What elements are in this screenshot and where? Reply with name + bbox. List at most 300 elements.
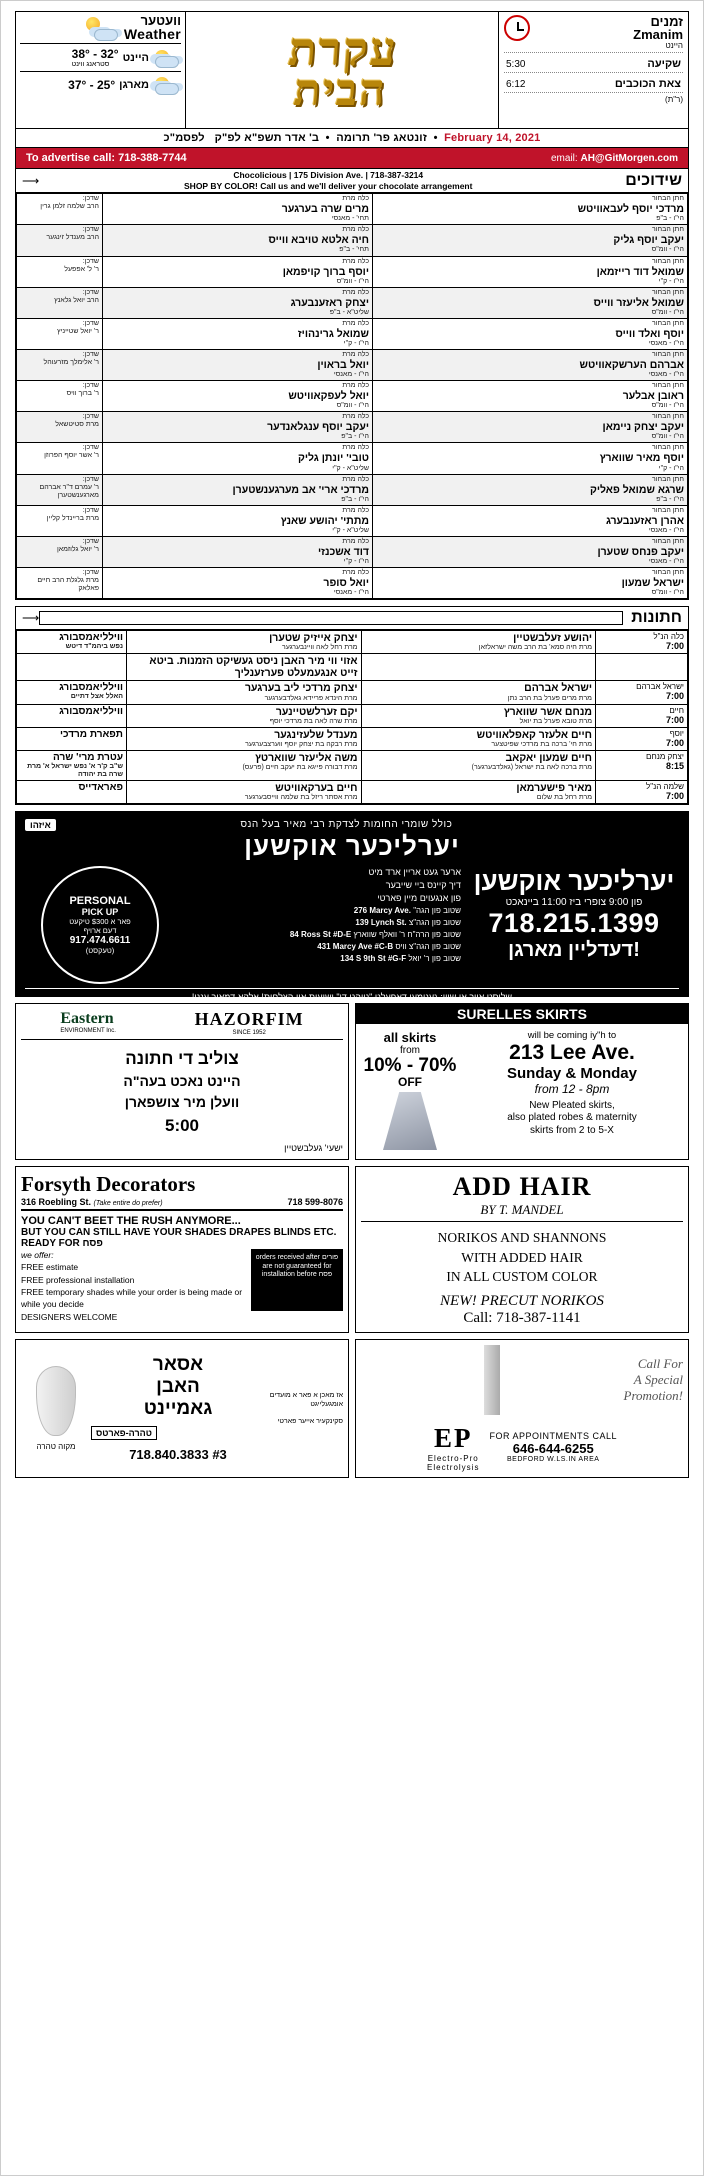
kallah-detail: הי"ו - וומ"ס [336, 402, 369, 410]
eastern-heb-line3: וועלן מיר צושפארן [124, 1094, 240, 1111]
auction-mid-line3: פון אנגעוים מיין פארטי [377, 893, 461, 904]
forsyth-offer-1: FREE estimate [21, 1262, 79, 1273]
auction-address-row [183, 905, 461, 917]
hall-name: ווילליאמסבורג [59, 705, 123, 717]
kallah-label: כלה מרת [342, 537, 369, 545]
chosson-detail: הי"ו - וומ"ס [651, 402, 684, 410]
addhair-title: ADD HAIR [452, 1171, 592, 1201]
kallah-name: יואל לעפקאוויטש [288, 390, 369, 403]
chasuna-kallah-detail: מרת חי' ברכה בת מרדכי שפיטצער [491, 740, 592, 748]
shiduchim-table [16, 193, 688, 599]
chasuna-row [17, 704, 688, 727]
chasuna-time: 8:15 [665, 760, 684, 771]
surelles-coming: will be coming iy"h to [527, 1029, 617, 1041]
auction-address-street: 139 Lynch St. [355, 918, 407, 928]
chasuna-time-cell [596, 704, 688, 727]
chasuna-chosson-cell [127, 750, 362, 780]
shadchan-label: שדכן: [82, 413, 99, 421]
surelles-discount: 10% - 70% [363, 1054, 457, 1076]
advertise-email-label: email: [551, 152, 578, 164]
shadchan-cell [17, 287, 103, 318]
shadchan-name: מרת בריינדל קליין [46, 514, 99, 522]
electro-name-1: Electro-Pro [427, 1453, 479, 1463]
zmanim-today-label: היינט [665, 41, 683, 50]
chasuna-time: 7:00 [665, 737, 684, 748]
weather-title-english: Weather [123, 26, 181, 42]
chasuna-row [17, 750, 688, 780]
forsyth-headline: YOU CAN'T BEET THE RUSH ANYMORE... [21, 1214, 241, 1227]
advertise-bar [15, 148, 689, 169]
chosson-name: ישראל שמעון [621, 577, 684, 590]
pickup-phone[interactable]: 917.474.6611 [69, 934, 131, 946]
chasuna-kallah-name: מאיר פישערמאן [516, 781, 592, 794]
electro-appt-label: FOR APPOINTMENTS CALL [489, 1431, 617, 1442]
forsyth-phone[interactable]: 718 599-8076 [287, 1196, 343, 1207]
kallah-cell [103, 381, 373, 412]
ad-grid-row-2 [15, 1166, 689, 1333]
auction-address-street: 134 S 9th St #G-F [340, 954, 407, 964]
shadchan-label: שדכן: [82, 257, 99, 265]
chasuna-time-label: ישראל אברהם [636, 682, 684, 692]
surelles-note2: also plated robes & maternity [507, 1112, 637, 1124]
shadchan-label: שדכן: [82, 195, 99, 203]
chasuna-time-cell [596, 654, 688, 681]
shadchan-cell [17, 256, 103, 287]
addhair-line1: NORIKOS AND SHANNONS [437, 1229, 607, 1245]
kallah-name: יואל סופר [323, 577, 369, 590]
kallah-name: יוסף ברוך קויפמאן [282, 265, 369, 278]
chosson-cell [373, 225, 688, 256]
zmanim-title-hebrew: זמנים [650, 14, 683, 29]
chosson-detail: הי"ו - מאנסי [648, 339, 684, 347]
chasuna-time-cell [596, 750, 688, 780]
surelles-from: from [400, 1044, 420, 1056]
hall-name: פאראדייס [78, 781, 123, 793]
zmanim-shkia-name: שקיעה [647, 58, 681, 70]
forsyth-subheadline: BUT YOU CAN STILL HAVE YOUR SHADES DRAPES BLINDS ETC. READY FOR פסח [21, 1226, 337, 1249]
chosson-label: חתן הבחור [652, 413, 684, 421]
auction-address-street: 431 Marcy Ave #C-B [317, 942, 394, 952]
chosson-cell [373, 256, 688, 287]
chosson-label: חתן הבחור [652, 506, 684, 514]
kallah-cell [103, 474, 373, 505]
kallah-label: כלה מרת [342, 195, 369, 203]
auction-address-heb: שטוב פון הגה"צ [408, 918, 461, 928]
weather-header [20, 14, 181, 41]
forsyth-decorators-ad[interactable] [15, 1166, 349, 1333]
electro-script-2: A Special [633, 1371, 683, 1387]
hall-cell [17, 654, 127, 681]
auction-address-heb: שטוב פון הגה"צ וויס [395, 942, 461, 952]
electro-logo: EP [433, 1422, 473, 1453]
shiduch-row [17, 256, 688, 287]
shiduch-row [17, 536, 688, 567]
chasuna-chosson-name: חיים בערקאוויטש [275, 781, 358, 794]
shadchan-label: שדכן: [82, 319, 99, 327]
chasuna-kallah-cell [361, 654, 596, 681]
chosson-label: חתן הבחור [652, 288, 684, 296]
hall-cell [17, 750, 127, 780]
chasunos-title: חתונות [631, 609, 682, 627]
chocolicious-line2: SHOP BY COLOR! Call us and we'll deliver your chocolate arrangement [184, 180, 473, 191]
chosson-name: שרגא שמואל פאליק [589, 483, 684, 496]
electro-script-3: Promotion! [623, 1387, 683, 1403]
chasuna-time-label: יוסף [669, 728, 684, 738]
weather-tomorrow-temps: 37° - 25° [68, 78, 116, 92]
stone-brand2: סקינקעיר אייער פארטי [277, 1417, 343, 1425]
weather-today-label: היינט [122, 51, 149, 64]
shadchan-label: שדכן: [82, 350, 99, 358]
masthead [15, 11, 689, 129]
chosson-name: יוסף מאיר שווארץ [599, 452, 684, 465]
weather-today-note: סטראנג ווינט [71, 61, 110, 68]
date-hebrew: ב' אדר תשפ"א לפ"ק [214, 132, 320, 144]
chasunos-table [16, 630, 688, 804]
chasuna-time-cell [596, 631, 688, 654]
kallah-name: מתתי' יהושע שאנץ [280, 514, 369, 527]
shadchan-name: ר' יואל גלוזמאן [56, 545, 99, 553]
forsyth-offer-head: we offer: [21, 1249, 54, 1260]
zmanim-row-shkia [504, 55, 683, 70]
auction-address-list [183, 905, 461, 965]
chasuna-chosson-name: אזוי ווי מיר האבן ניסט געשיקט הזמנות. ביטא זייט אנגעמעלט פערזענליך [149, 655, 358, 680]
ribbon-illustration-icon [484, 1345, 500, 1415]
electro-phone[interactable]: 646-644-6255 [512, 1441, 594, 1457]
chasuna-chosson-name: יקם זערלשטיינער [275, 705, 358, 718]
kallah-label: כלה מרת [342, 257, 369, 265]
shadchan-cell [17, 505, 103, 536]
kallah-detail: הי"ו - ק"י [343, 558, 369, 566]
date-english: February 14, 2021 [444, 132, 541, 144]
chasuna-row [17, 727, 688, 750]
shadchan-name: ר' ל' אפפעל [64, 265, 99, 273]
auction-footer: שליסט אייך אן שיין: גענומען דאפעלט "טוהט די" ישועות און הצלחות! אלקא דמאיר ענני! [25, 988, 679, 1002]
zmanim-shkia-value: 5:30 [506, 59, 526, 70]
auction-address-row [183, 941, 461, 953]
kallah-label: כלה מרת [342, 288, 369, 296]
shadchan-name: ר' עמרם ד"ר אברהם מארגענשטערן [39, 483, 99, 499]
shadchan-cell [17, 474, 103, 505]
chasuna-kallah-name: יהושע זעלבשטיין [513, 632, 592, 645]
shiduch-row [17, 474, 688, 505]
chasuna-chosson-cell [127, 681, 362, 704]
chasuna-chosson-name: יצחק אייזיק שטערן [269, 632, 358, 645]
chosson-cell [373, 381, 688, 412]
chocolicious-banner[interactable] [16, 169, 688, 193]
chasuna-chosson-detail: מרת רבקה בת יצחק יוסף ווערצבערגער [245, 740, 358, 748]
arrow-left-icon: ⟶ [22, 173, 40, 188]
kallah-name: שמואל גרינהויז [297, 327, 369, 340]
chosson-detail: הי"ו - וומ"ס [651, 433, 684, 441]
auction-address-street: 84 Ross St #D-E [289, 930, 352, 940]
hazorfim-logo: HAZORFIM [194, 1008, 304, 1029]
hall-name: תפארת מרדכי [59, 728, 123, 740]
addhair-new: NEW! PRECUT NORIKOS [440, 1292, 604, 1309]
shadchan-name: מרת גלגלת הרב חיים פאלאק [37, 577, 99, 593]
shadchan-cell [17, 349, 103, 380]
auction-phone[interactable]: 718.215.1399 [488, 907, 660, 938]
chasuna-row [17, 631, 688, 654]
chasuna-kallah-cell [361, 704, 596, 727]
eastern-logo: Eastern [60, 1010, 114, 1028]
kallah-label: כלה מרת [342, 319, 369, 327]
chosson-label: חתן הבחור [652, 319, 684, 327]
shadchan-cell [17, 194, 103, 225]
electro-name-2: Electrolysis [427, 1462, 480, 1472]
forsyth-address-note: (Take entire do prefer) [93, 1199, 163, 1207]
personal-pickup-seal [41, 866, 159, 984]
shiduch-row [17, 349, 688, 380]
chasuna-chosson-detail: מרת שרה לאה בת מרדכי יוסף [269, 717, 358, 725]
chosson-label: חתן הבחור [652, 226, 684, 234]
chasuna-chosson-cell [127, 727, 362, 750]
shiduch-row [17, 412, 688, 443]
kallah-detail: הי"ו - וומ"ס [336, 277, 369, 285]
chasuna-time-label: שלמה הנ"ל [646, 781, 684, 791]
chosson-detail: הי"ו - וומ"ס [651, 246, 684, 254]
kallah-detail: הי"ו - ק"י [343, 339, 369, 347]
kallah-detail: תחי' - ב"פ [339, 246, 369, 254]
addhair-call[interactable]: Call: 718-387-1141 [463, 1309, 581, 1326]
auction-hours: פון 9:00 צופרי ביז 11:00 ביינאכט [505, 896, 643, 908]
auction-subtitle: יערליכער אוקשען [473, 865, 675, 896]
shadchan-label: שדכן: [82, 288, 99, 296]
surelles-skirts-ad[interactable] [355, 1003, 689, 1160]
chasuna-chosson-name: מענדל שלעזינגער [274, 728, 358, 741]
weather-title-hebrew: וועטער [140, 13, 181, 28]
forsyth-burst-notice: orders received after פורים are not guaranteed for installation before פסח [251, 1249, 343, 1311]
chosson-name: ראובן אבלער [622, 390, 684, 403]
chosson-label: חתן הבחור [652, 444, 684, 452]
shadchan-name: הרב יואל גלאנץ [54, 296, 99, 304]
weather-icon-today [153, 48, 179, 68]
shiduch-row [17, 381, 688, 412]
surelles-off: OFF [398, 1074, 422, 1089]
auction-address-heb: שטוב פון הגה" [413, 906, 461, 916]
advertise-phone[interactable]: To advertise call: 718-388-7744 [26, 152, 187, 164]
shadchan-name: הרב מענדל זינגער [46, 234, 99, 242]
stone-heb-3: גאמיינט [143, 1398, 213, 1420]
shadchan-cell [17, 443, 103, 474]
chosson-label: חתן הבחור [652, 475, 684, 483]
chosson-detail: הי"ו - ק"י [658, 464, 684, 472]
zmanim-tzeis-value: 6:12 [506, 79, 526, 90]
shadchan-label: שדכן: [82, 506, 99, 514]
chasuna-chosson-cell [127, 704, 362, 727]
chasuna-time-cell [596, 780, 688, 803]
skirt-illustration-icon [383, 1092, 437, 1150]
auction-ad[interactable] [15, 811, 689, 1002]
weather-today-temps: 38° - 32° [71, 47, 119, 61]
auction-address-street: 276 Marcy Ave. [353, 906, 411, 916]
chasuna-chosson-cell [127, 631, 362, 654]
kallah-cell [103, 318, 373, 349]
chasuna-time: 7:00 [665, 790, 684, 801]
chasuna-time: 7:00 [665, 714, 684, 725]
pickup-phone-note: (טעקסט) [85, 945, 115, 955]
chosson-name: יעקב יצחק ניימאן [602, 421, 684, 434]
zmanim-tzeis-name: צאת הכוכבים [614, 78, 681, 90]
chosson-cell [373, 349, 688, 380]
kallah-cell [103, 536, 373, 567]
kallah-detail: הי"ו - ב"פ [341, 495, 369, 503]
chosson-cell [373, 568, 688, 599]
kallah-cell [103, 568, 373, 599]
publication-logo [186, 12, 498, 128]
hall-name: ווילליאמסבורג [59, 632, 123, 644]
kallah-cell [103, 287, 373, 318]
chasuna-kallah-name: חיים שמעון יאקאב [505, 751, 592, 764]
kallah-name: דוד אשכנזי [317, 545, 369, 558]
zmanim-tzeis-note: (ר"ת) [665, 95, 683, 104]
chasuna-kallah-name: מנחם אשר שווארץ [503, 705, 592, 718]
chosson-label: חתן הבחור [652, 350, 684, 358]
chasuna-chosson-detail: מרת דבורה פייגא בת יעקב חיים (פרעס) [242, 763, 358, 771]
surelles-days: Sunday & Monday [506, 1064, 637, 1082]
kallah-cell [103, 349, 373, 380]
pickup-heb2: דעם ארויף [83, 925, 117, 935]
chasuna-time-label: יצחק מנחם [646, 751, 684, 761]
chosson-detail: הי"ו - מאנסי [648, 526, 684, 534]
chasuna-kallah-cell [361, 727, 596, 750]
chasuna-chosson-detail: מרת הינדא פריידא גאלדבערגער [264, 694, 358, 702]
chosson-name: יוסף ואלד ווייס [615, 327, 684, 340]
shadchan-label: שדכן: [82, 444, 99, 452]
shadchan-cell [17, 381, 103, 412]
kallah-name: יצחק ראזענבערג [290, 296, 369, 309]
auction-address-row [183, 953, 461, 965]
shadchan-cell [17, 568, 103, 599]
hall-note: נפש ביהמ"ד דיטש [65, 643, 123, 651]
addhair-by: BY T. MANDEL [361, 1202, 683, 1222]
hall-note: האלל אצל דתיים [70, 693, 123, 701]
advertise-email[interactable]: AH@GitMorgen.com [580, 152, 678, 164]
chasuna-time-label: חיים [669, 705, 684, 715]
shiduchim-section [15, 169, 689, 600]
chocolicious-line1: Chocolicious | 175 Division Ave. | 718-387-3214 [233, 170, 424, 180]
kallah-name: חיה אלטא טויבא ווייס [268, 234, 369, 247]
chasuna-time-cell [596, 681, 688, 704]
forsyth-offer-4: DESIGNERS WELCOME [21, 1311, 118, 1322]
shadchan-name: ר' אשר יוסף הפרוזן [44, 452, 99, 460]
chasuna-time-cell [596, 727, 688, 750]
stone-gemeint-ad[interactable] [15, 1339, 349, 1478]
auction-address-row [183, 917, 461, 929]
kallah-cell [103, 225, 373, 256]
chosson-cell [373, 536, 688, 567]
chasuna-kallah-name: חיים אלעזר קאפלאוויטש [476, 728, 592, 741]
chasuna-time: 7:00 [665, 691, 684, 702]
kallah-label: כלה מרת [342, 475, 369, 483]
hall-cell [17, 631, 127, 654]
surelles-note3: skirts from 2 to 5-X [530, 1124, 614, 1136]
chosson-cell [373, 505, 688, 536]
chosson-detail: הי"ו - מאנסי [648, 558, 684, 566]
chasuna-chosson-name: משה אליעזר שווארטץ [255, 751, 358, 764]
hall-cell [17, 727, 127, 750]
hall-cell [17, 780, 127, 803]
kallah-detail: שליט"א - ב"פ [329, 308, 369, 316]
shiduch-row [17, 194, 688, 225]
bottle-illustration-icon [36, 1366, 76, 1436]
hall-cell [17, 681, 127, 704]
kallah-label: כלה מרת [342, 444, 369, 452]
shadchan-label: שדכן: [82, 382, 99, 390]
zmanim-panel [498, 12, 688, 128]
chasuna-chosson-detail: מרת רחל לאה וויינבערגער [281, 644, 358, 652]
stone-phone[interactable]: 718.840.3833 #3 [129, 1446, 227, 1462]
hall-cell [17, 704, 127, 727]
shadchan-name: ר' יואל שטייניץ [57, 327, 99, 335]
chasuna-chosson-name: יצחק מרדכי ליב בערגער [244, 682, 358, 695]
date-small: לפסמ"כ [163, 132, 205, 144]
shiduchim-title: שידוכים [625, 171, 682, 189]
chasunos-blank-strip [39, 611, 623, 625]
kallah-cell [103, 256, 373, 287]
kallah-label: כלה מרת [342, 226, 369, 234]
eastern-heb-line2: היינט נאכט בעה"ה [123, 1073, 241, 1090]
eastern-hazorfim-ad[interactable] [15, 1003, 349, 1160]
chosson-cell [373, 412, 688, 443]
forsyth-offer-2: FREE professional installation [21, 1274, 135, 1285]
surelles-address: 213 Lee Ave. [509, 1040, 635, 1064]
hall-note: ש"ב ק'ר א' נפש ישראל א' מרת שרה בת יהודה [27, 762, 123, 778]
chasuna-kallah-detail: מרת חיה סמא' בת הרב משה ישראלזאן [478, 644, 592, 652]
weather-panel [16, 12, 186, 128]
kallah-cell [103, 443, 373, 474]
stone-heb-2: האבן [156, 1376, 200, 1398]
chosson-name: יעקב פנחס שטערן [597, 545, 684, 558]
addhair-line2: WITH ADDED HAIR [461, 1249, 583, 1265]
stone-heb-1: אסאר [152, 1354, 204, 1376]
kallah-cell [103, 505, 373, 536]
auction-address-heb: שטוב פון ר' יואל [408, 954, 461, 964]
kallah-name: יעקב יוסף ענגלאנדער [267, 421, 369, 434]
eastern-sub: ENVIRONMENT Inc. [60, 1028, 116, 1035]
chasunos-header [16, 607, 688, 630]
chosson-cell [373, 474, 688, 505]
electro-pro-ad[interactable] [355, 1339, 689, 1478]
chosson-name: אברהם הערשקאוויטש [579, 359, 684, 372]
kallah-name: יואל בראוין [317, 359, 369, 372]
kallah-detail: תחי' - מאנסי [331, 215, 369, 223]
mikva-label: מקוה טהרה [36, 1441, 76, 1451]
ad-grid-row-1 [15, 1003, 689, 1160]
chosson-name: אהרן ראזענבערג [605, 514, 684, 527]
stone-brand: טהרה-פארטס [91, 1426, 157, 1440]
chasuna-kallah-cell [361, 780, 596, 803]
chasuna-kallah-detail: מרת רחל בת שלום [536, 793, 592, 801]
hall-name: עטרת מרי' שרה [53, 751, 123, 763]
chosson-label: חתן הבחור [652, 257, 684, 265]
auction-deadline: דעדליין מארגן! [508, 938, 640, 961]
forsyth-address: 316 Roebling St. [21, 1196, 92, 1207]
surelles-title: SURELLES SKIRTS [356, 1004, 688, 1024]
add-hair-ad[interactable] [355, 1166, 689, 1333]
chasuna-chosson-cell [127, 654, 362, 681]
shiduch-row [17, 225, 688, 256]
pickup-line1: PERSONAL [69, 894, 131, 907]
chasuna-kallah-cell [361, 681, 596, 704]
chosson-name: יעקב יוסף גליק [613, 234, 684, 247]
shiduch-row [17, 568, 688, 599]
weather-row-today [20, 46, 181, 69]
shiduch-row [17, 287, 688, 318]
chasuna-chosson-detail: מרת אסתר ריזל בת שלמה ווייסבערגער [244, 793, 358, 801]
chosson-detail: הי"ו - ק"י [658, 277, 684, 285]
chosson-label: חתן הבחור [652, 569, 684, 577]
kallah-detail: הי"ו - מאנסי [333, 589, 369, 597]
